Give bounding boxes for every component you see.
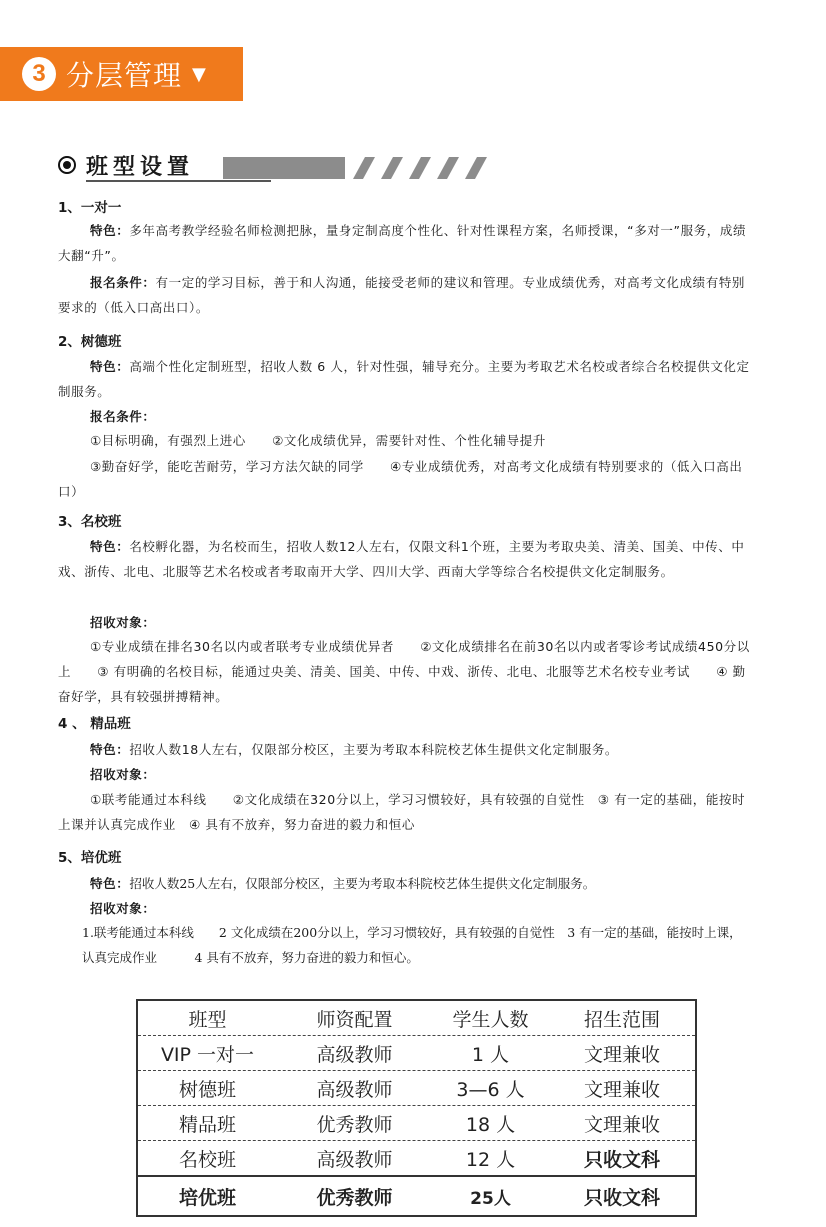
heading-decoration-bar <box>223 157 345 179</box>
section-heading <box>58 150 438 182</box>
class-2-items-line1: ①目标明确，有强烈上进心 ②文化成绩优异，需要针对性、个性化辅导提升 <box>90 433 546 448</box>
class-title-3: 3、名校班 <box>58 514 122 530</box>
class-3-feature <box>58 534 753 584</box>
class-title-5: 5、培优班 <box>58 850 122 866</box>
triangle-down-icon: ▼ <box>192 63 206 85</box>
table-cell: 12 人 <box>465 1148 516 1171</box>
feature-label: 特色： <box>90 742 130 757</box>
table-cell: 文理兼收 <box>583 1078 660 1101</box>
feature-text: 招收人数18人左右，仅限部分校区，主要为考取本科院校艺体生提供文化定制服务。 <box>129 742 619 757</box>
section-banner <box>0 47 243 101</box>
table-row <box>138 1141 695 1177</box>
table-cell: 文理兼收 <box>583 1043 660 1066</box>
class-title-4: 4 、 精品班 <box>58 716 131 732</box>
feature-text: 高端个性化定制班型，招收人数 6 人，针对性强，辅导充分。主要为考取艺术名校或者综合名校提供文化定制服务。 <box>58 359 750 399</box>
class-1-requirements <box>58 270 753 320</box>
feature-text: 多年高考教学经验名师检测把脉，量身定制高度个性化、针对性课程方案，名师授课，“多对一”服务，成绩大翻“升”。 <box>58 223 747 263</box>
table-cell: 优秀教师 <box>316 1113 393 1136</box>
class-2-items-line2: ③勤奋好学，能吃苦耐劳，学习方法欠缺的同学 ④专业成绩优秀，对高考文化成绩有特别要求的（低入口高出口） <box>58 459 743 499</box>
feature-text: 名校孵化器，为名校而生，招收人数12人左右，仅限文科1个班，主要为考取央美、清美、国美、中传、中戏、浙传、北电、北服等艺术名校或者考取南开大学、四川大学、西南大学等综合名校提供文化定制服务。 <box>58 539 745 579</box>
feature-label: 特色： <box>90 359 130 374</box>
table-row <box>138 1036 695 1071</box>
table-cell: 25人 <box>470 1189 511 1209</box>
feature-label: 特色： <box>90 876 130 891</box>
table-cell: 高级教师 <box>316 1148 393 1171</box>
table-row <box>138 1071 695 1106</box>
requirements-label: 招收对象： <box>90 615 156 630</box>
table-cell: VIP 一对一 <box>160 1043 255 1066</box>
class-1-feature <box>58 218 753 268</box>
requirements-label: 报名条件： <box>90 409 156 424</box>
feature-label: 特色： <box>90 539 130 554</box>
table-cell: 18 人 <box>465 1113 516 1136</box>
class-5-feature <box>58 871 753 896</box>
table-cell: 精品班 <box>178 1113 236 1136</box>
table-header-row <box>138 1001 695 1036</box>
table-cell: 树德班 <box>178 1078 236 1101</box>
table-cell: 优秀教师 <box>316 1187 393 1209</box>
requirements-label: 报名条件： <box>90 275 156 290</box>
feature-label: 特色： <box>90 223 130 238</box>
heading-underline <box>86 180 271 182</box>
column-header: 班型 <box>188 1008 227 1031</box>
banner-title: 分层管理 <box>66 59 183 92</box>
table-cell: 高级教师 <box>316 1043 393 1066</box>
table-cell: 只收文科 <box>583 1187 660 1209</box>
class-5-items: 1.联考能通过本科线 2 文化成绩在200分以上，学习习惯较好，具有较强的自觉性 3 有一定的基础，能按时上课，认真完成作业 4 具有不放弃，努力奋进的毅力和恒心。 <box>82 925 742 965</box>
table-cell: 文理兼收 <box>583 1113 660 1136</box>
table-row <box>138 1178 695 1215</box>
table-cell: 1 人 <box>471 1043 510 1066</box>
class-title-2: 2、树德班 <box>58 334 122 350</box>
class-3-items: ①专业成绩在排名30名以内或者联考专业成绩优异者 ②文化成绩排名在前30名以内或者零诊考试成绩450分以上 ③ 有明确的名校目标，能通过央美、清美、国美、中传、中戏、浙传、北电、北服等艺术名校专业考试 ④ 勤奋好学，具有较强拼搏精神。 <box>58 639 750 704</box>
section-title: 班型设置 <box>86 154 195 180</box>
requirements-label: 招收对象： <box>90 901 156 916</box>
class-summary-table <box>136 999 697 1217</box>
column-header: 招生范围 <box>583 1008 660 1031</box>
table-cell: 高级教师 <box>316 1078 393 1101</box>
step-number-badge: 3 <box>22 57 56 91</box>
table-cell: 3—6 人 <box>456 1078 525 1101</box>
table-row <box>138 1106 695 1141</box>
feature-text: 招收人数25人左右，仅限部分校区，主要为考取本科院校艺体生提供文化定制服务。 <box>129 876 596 891</box>
circle-bullet-icon <box>58 156 76 174</box>
class-4-feature <box>58 737 753 762</box>
table-cell: 名校班 <box>178 1148 236 1171</box>
heading-stripes-decoration <box>345 157 495 179</box>
class-2-feature <box>58 354 753 404</box>
requirements-label: 招收对象： <box>90 767 156 782</box>
table-cell: 只收文科 <box>583 1148 660 1171</box>
column-header: 学生人数 <box>452 1008 529 1031</box>
requirements-text: 有一定的学习目标，善于和人沟通，能接受老师的建议和管理。专业成绩优秀，对高考文化成绩有特别要求的（低入口高出口）。 <box>58 275 746 315</box>
class-title-1: 1、一对一 <box>58 200 122 216</box>
column-header: 师资配置 <box>316 1008 393 1031</box>
class-4-items: ①联考能通过本科线 ②文化成绩在320分以上，学习习惯较好，具有较强的自觉性 ③ 有一定的基础，能按时上课并认真完成作业 ④ 具有不放弃，努力奋进的毅力和恒心 <box>58 792 746 832</box>
table-cell: 培优班 <box>178 1187 236 1209</box>
